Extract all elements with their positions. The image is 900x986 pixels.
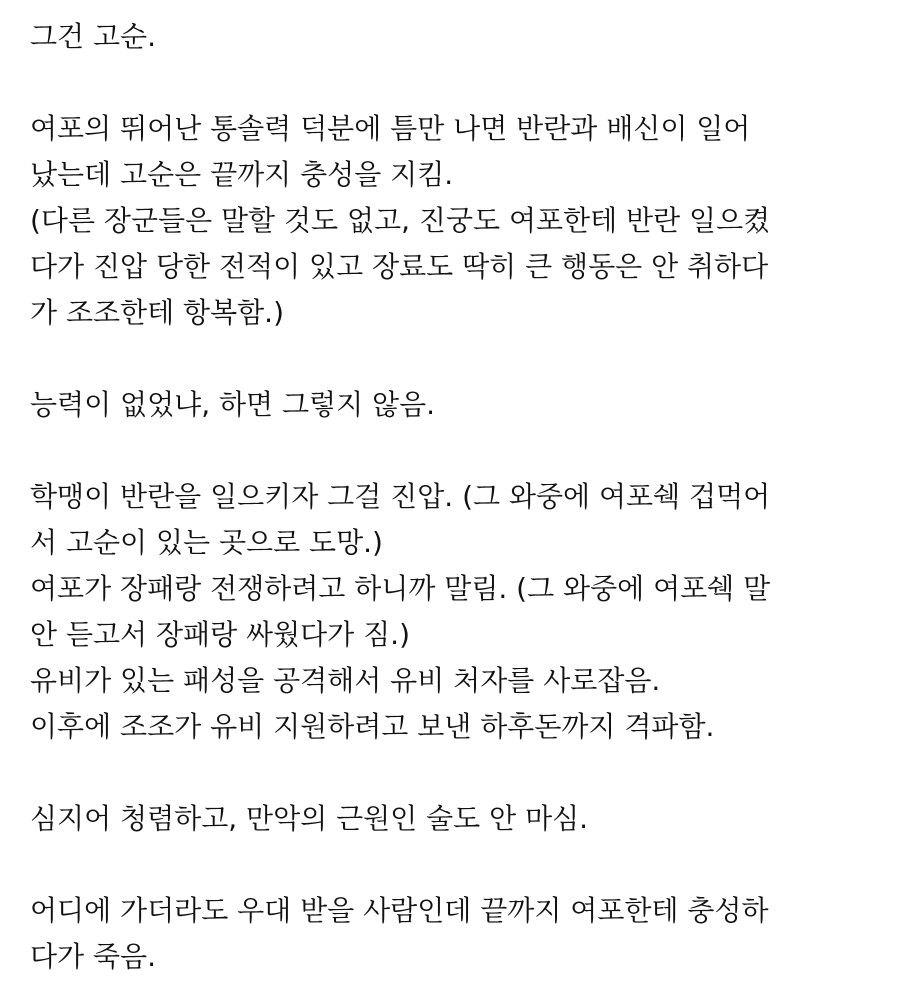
text-line: 서 고순이 있는 곳으로 도망.) [30, 526, 383, 559]
text-line: 심지어 청렴하고, 만악의 근원인 술도 안 마심. [30, 802, 589, 835]
paragraph-gap [30, 428, 880, 474]
paragraph-gap [30, 842, 880, 888]
text-line: 여포의 뛰어난 통솔력 덕분에 틈만 나면 반란과 배신이 일어 [30, 112, 751, 145]
text-line: 그건 고순. [30, 20, 156, 53]
paragraph-gap [30, 750, 880, 796]
text-line: 능력이 없었냐, 하면 그렇지 않음. [30, 388, 436, 421]
text-line: 다가 죽음. [30, 940, 156, 973]
text-line: 가 조조한테 항복함.) [30, 296, 285, 329]
text-line: (다른 장군들은 말할 것도 없고, 진궁도 여포한테 반란 일으켰 [30, 204, 771, 237]
paragraph-gap [30, 60, 880, 106]
text-line: 다가 진압 당한 전적이 있고 장료도 딱히 큰 행동은 안 취하다 [30, 250, 769, 283]
text-line: 이후에 조조가 유비 지원하려고 보낸 하후돈까지 격파함. [30, 710, 715, 743]
text-line: 났는데 고순은 끝까지 충성을 지킴. [30, 158, 454, 191]
document-body [30, 14, 880, 980]
text-line: 학맹이 반란을 일으키자 그걸 진압. (그 와중에 여포쉑 겁먹어 [30, 480, 771, 513]
paragraph-gap [30, 336, 880, 382]
text-line: 어디에 가더라도 우대 받을 사람인데 끝까지 여포한테 충성하 [30, 894, 769, 927]
text-line: 여포가 장패랑 전쟁하려고 하니까 말림. (그 와중에 여포쉑 말 [30, 572, 771, 605]
text-line: 안 듣고서 장패랑 싸웠다가 짐.) [30, 618, 411, 651]
text-line: 유비가 있는 패성을 공격해서 유비 처자를 사로잡음. [30, 664, 661, 697]
